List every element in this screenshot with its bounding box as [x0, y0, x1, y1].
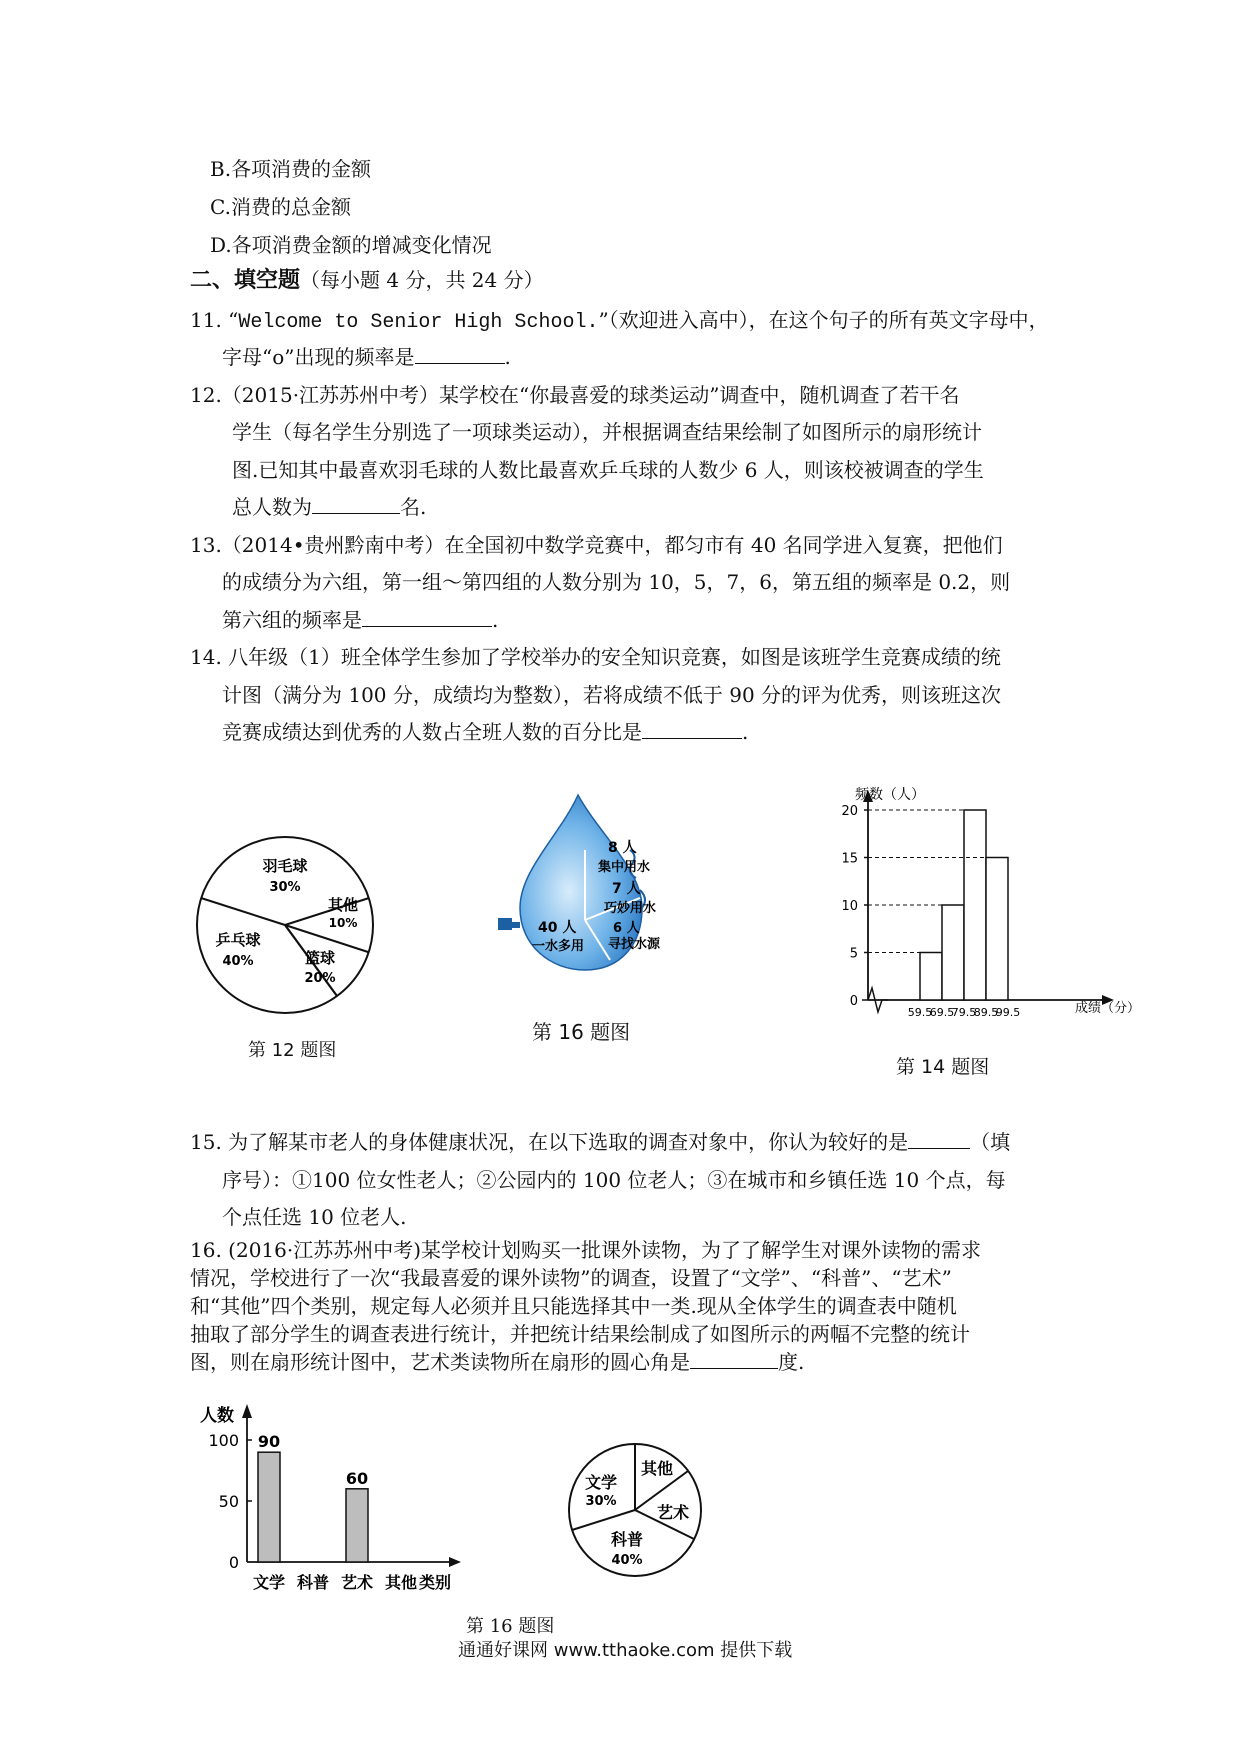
y-tick-label: 15: [841, 851, 858, 867]
q14-end: .: [742, 720, 749, 744]
q16-line5: [190, 1350, 804, 1374]
q11-line2: [222, 345, 511, 369]
histogram-bar: [942, 905, 964, 1000]
q16-line1: 16. (2016·江苏苏州中考)某学校计划购买一批课外读物，为了了解学生对课外读物的需求: [190, 1238, 982, 1262]
section-note: （每小题 4 分，共 24 分）: [300, 268, 544, 292]
drop-label: 40 人: [538, 920, 577, 936]
q13-text: 第六组的频率是: [222, 608, 362, 632]
answer-blank[interactable]: [362, 608, 492, 627]
answer-blank[interactable]: [312, 495, 400, 514]
q16-end: 度.: [778, 1350, 805, 1374]
q14-line2: 计图（满分为 100 分，成绩均为整数），若将成绩不低于 90 分的评为优秀，则该班这次: [222, 683, 1002, 707]
histogram-bar: [920, 953, 942, 1001]
q16-line4: 抽取了部分学生的调查表进行统计，并把统计结果绘制成了如图所示的两幅不完整的统计: [190, 1322, 970, 1346]
y-axis-label: 频数（人）: [855, 787, 925, 803]
q13-line3: [222, 608, 498, 632]
q11-text: 字母“o”出现的频率是: [222, 345, 415, 369]
y-tick-label: 0: [849, 994, 858, 1009]
fig12-caption: 第 12 题图: [248, 1040, 337, 1061]
x-tick-label: 89.5: [973, 1006, 999, 1019]
x-category-label: 其他: [384, 1573, 418, 1592]
bar-value-label: 90: [257, 1432, 281, 1452]
q16-line3: 和“其他”四个类别，规定每人必须并且只能选择其中一类.现从全体学生的调查表中随机: [190, 1294, 957, 1318]
drop-label: 集中用水: [598, 860, 651, 875]
drop-label: 7 人: [612, 881, 641, 897]
q14-text: 竞赛成绩达到优秀的人数占全班人数的百分比是: [222, 720, 642, 744]
answer-blank[interactable]: [642, 720, 742, 739]
fig16b-caption: 第 16 题图: [466, 1616, 555, 1637]
x-tick-label: 79.5: [951, 1006, 977, 1019]
q15-line1: [190, 1130, 1010, 1154]
x-category-label: 文学: [252, 1573, 286, 1592]
bar: [346, 1489, 368, 1562]
q11-line1: [190, 308, 1049, 335]
histogram-bar: [964, 810, 986, 1000]
q15-line2: 序号）：①100 位女性老人；②公园内的 100 位老人；③在城市和乡镇任选 10 个点，每: [222, 1168, 1006, 1192]
drop-label: 6 人: [613, 921, 640, 936]
option-c: C.消费的总金额: [210, 195, 351, 219]
slice-label: 篮球: [304, 949, 336, 967]
q12-end: 名.: [400, 495, 427, 519]
tap-icon: [498, 918, 512, 930]
slice-label: 羽毛球: [262, 857, 308, 875]
q12-line1: 12.（2015·江苏苏州中考）某学校在“你最喜爱的球类运动”调查中，随机调查了若干名: [190, 383, 960, 407]
q15-line3: 个点任选 10 位老人.: [222, 1205, 407, 1229]
slice-value: 20%: [304, 971, 336, 986]
answer-blank[interactable]: [690, 1350, 778, 1369]
drop-label: 寻找水源: [608, 937, 661, 952]
y-tick-label: 10: [841, 899, 858, 914]
slice-value: 10%: [328, 916, 358, 930]
drop-label: 一水多用: [532, 939, 585, 954]
y-axis-label: 人数: [200, 1406, 234, 1426]
q15-text: 15. 为了解某市老人的身体健康状况，在以下选取的调查对象中，你认为较好的是: [190, 1130, 909, 1154]
q16-line2: 情况，学校进行了一次“我最喜爱的课外读物”的调查，设置了“文学”、“科普”、“艺术”: [190, 1266, 952, 1290]
x-tick-label: 99.5: [995, 1006, 1021, 1019]
q15-text-end: （填: [970, 1130, 1011, 1154]
x-tick-label: 69.5: [929, 1006, 955, 1019]
option-d: D.各项消费金额的增减变化情况: [210, 233, 492, 257]
q11-english: Welcome to Senior High School.: [238, 311, 599, 334]
section-heading: [190, 268, 544, 292]
slice-label: 科普: [610, 1530, 644, 1549]
slice-label: 其他: [640, 1459, 674, 1478]
q16-text: 图，则在扇形统计图中，艺术类读物所在扇形的圆心角是: [190, 1350, 690, 1374]
x-axis-label: 类别: [418, 1573, 452, 1592]
y-tick-label: 50: [218, 1492, 239, 1511]
slice-value: 30%: [269, 880, 301, 895]
y-axis-arrow: [242, 1404, 252, 1418]
y-tick-label: 0: [228, 1553, 239, 1572]
bar-value-label: 60: [345, 1468, 369, 1488]
axis-break: [862, 988, 888, 1012]
section-title: 二、填空题: [190, 267, 301, 293]
q11-suffix: ”（欢迎进入高中），在这个句子的所有英文字母中，: [598, 308, 1049, 332]
q13-end: .: [492, 608, 499, 632]
y-tick-label: 20: [841, 804, 858, 819]
slice-value: 40%: [222, 954, 254, 969]
option-b: B.各项消费的金额: [210, 157, 372, 181]
q13-line2: 的成绩分为六组，第一组～第四组的人数分别为 10，5，7，6，第五组的频率是 0.2，则: [222, 570, 1011, 594]
x-tick-label: 59.5: [907, 1006, 933, 1019]
q11-prefix: 11. “: [190, 308, 239, 332]
fig12-pie-chart: [190, 830, 380, 1020]
y-tick-label: 100: [208, 1431, 239, 1450]
q12-line2: 学生（每名学生分别选了一项球类运动），并根据调查结果绘制了如图所示的扇形统计: [232, 420, 982, 444]
q13-line1: 13.（2014•贵州黔南中考）在全国初中数学竞赛中，都匀市有 40 名同学进入复赛，把他们: [190, 533, 1003, 557]
fig16-bar-chart: [195, 1400, 495, 1600]
fig14-histogram: [820, 780, 1140, 1030]
bar-marks: [208, 1431, 451, 1592]
bar: [258, 1452, 280, 1562]
slice-label: 乒乓球: [215, 931, 261, 949]
answer-blank[interactable]: [908, 1130, 970, 1149]
q14-line3: [222, 720, 748, 744]
histogram-bar: [986, 858, 1008, 1001]
x-axis-arrow: [449, 1557, 461, 1567]
footer: 通通好课网 www.tthaoke.com 提供下载: [458, 1640, 793, 1661]
slice-value: 40%: [611, 1553, 643, 1568]
q12-text: 总人数为: [232, 495, 312, 519]
drop-label: 巧妙用水: [604, 901, 657, 916]
x-axis-label: 成绩（分）: [1075, 1001, 1140, 1016]
q12-line3: 图.已知其中最喜欢羽毛球的人数比最喜欢乒乓球的人数少 6 人，则该校被调查的学生: [232, 458, 984, 482]
drop-label: 8 人: [608, 840, 637, 856]
slice-value: 30%: [585, 1494, 617, 1509]
fig16-water-drop: [490, 790, 675, 975]
y-tick-label: 5: [849, 946, 858, 962]
q11-end: .: [504, 345, 511, 369]
fig16a-caption: 第 16 题图: [532, 1020, 631, 1044]
fig16-pie-chart: [565, 1440, 705, 1580]
slice-label: 艺术: [656, 1503, 690, 1522]
answer-blank[interactable]: [415, 345, 505, 364]
fig14-caption: 第 14 题图: [896, 1056, 990, 1078]
q14-line1: 14. 八年级（1）班全体学生参加了学校举办的安全知识竞赛，如图是该班学生竞赛成绩的统: [190, 645, 1001, 669]
slice-label: 其他: [327, 896, 359, 914]
slice-label: 文学: [584, 1473, 618, 1492]
q12-line4: [232, 495, 426, 519]
x-category-label: 科普: [296, 1573, 330, 1592]
x-category-label: 艺术: [340, 1573, 374, 1592]
